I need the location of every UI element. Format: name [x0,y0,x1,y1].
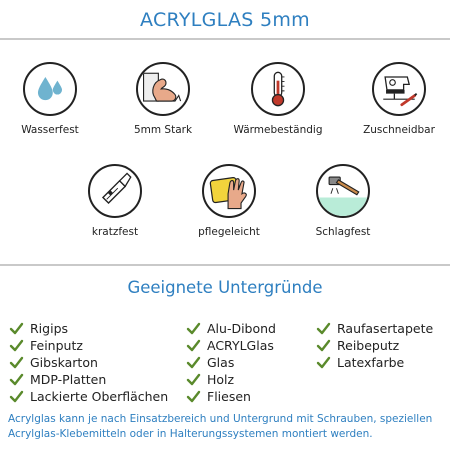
feature-label: pflegeleicht [198,226,260,238]
feature-label: Zuschneidbar [363,124,435,136]
section-title: Geeignete Untergründe [127,278,323,297]
check-icon [316,338,331,353]
list-item [186,388,276,405]
check-icon [316,321,331,336]
list-item-label: Gibskarton [30,355,98,370]
list-item-label: Latexfarbe [337,355,405,370]
feature-label: Schlagfest [315,226,371,238]
list-item-label: Holz [207,372,235,387]
list-item [186,320,276,337]
list-item-label: Rigips [30,321,69,336]
list-item-label: Reibeputz [337,338,400,353]
list-item [316,337,433,354]
check-icon [9,389,24,404]
surface-list-column-2 [186,320,276,405]
surface-list-column-1 [9,320,168,405]
feature-wasserfest [0,62,100,136]
strong-arm-icon [136,62,190,116]
list-item [316,320,433,337]
list-item-label: Lackierte Oberflächen [30,389,169,404]
list-item-label: Alu-Dibond [207,321,276,336]
list-item [186,371,276,388]
list-item [186,337,276,354]
feature-label: Wärmebeständig [233,124,323,136]
thermometer-icon [251,62,305,116]
list-item-label: ACRYLGlas [207,338,274,353]
hammer-icon [316,164,370,218]
surface-list-column-3 [316,320,433,371]
list-item-label: Raufasertapete [337,321,434,336]
feature-label: Wasserfest [21,124,79,136]
list-item [186,354,276,371]
list-item [9,320,168,337]
feature-schlagfest [293,164,393,238]
feature-zuschneidbar [349,62,449,136]
check-icon [186,355,201,370]
list-item [9,337,168,354]
list-item [9,371,168,388]
list-item [316,354,433,371]
cutter-knife-icon [88,164,142,218]
list-item-label: Fliesen [207,389,251,404]
check-icon [9,321,24,336]
feature-waermebestaendig [228,62,328,136]
feature-label: 5mm Stark [133,124,193,136]
jigsaw-icon [372,62,426,116]
list-item [9,388,168,405]
check-icon [9,355,24,370]
divider-top [0,38,450,40]
check-icon [9,338,24,353]
check-icon [186,389,201,404]
page-title: ACRYLGLAS 5mm [140,9,310,31]
feature-kratzfest [65,164,165,238]
water-drops-icon [23,62,77,116]
divider-middle [0,264,450,266]
list-item [9,354,168,371]
feature-5mm-stark [113,62,213,136]
check-icon [186,338,201,353]
list-item-label: Glas [207,355,235,370]
mounting-note: Acrylglas kann je nach Einsatzbereich und Untergrund mit Schrauben, speziellen Acrylglas-Klebemitteln oder in Halterungssystemen montiert werden. [8,413,433,440]
feature-label: kratzfest [91,226,139,238]
check-icon [316,355,331,370]
feature-pflegeleicht [179,164,279,238]
check-icon [186,372,201,387]
list-item-label: Feinputz [30,338,83,353]
list-item-label: MDP-Platten [30,372,107,387]
sponge-hand-icon [202,164,256,218]
check-icon [9,372,24,387]
check-icon [186,321,201,336]
